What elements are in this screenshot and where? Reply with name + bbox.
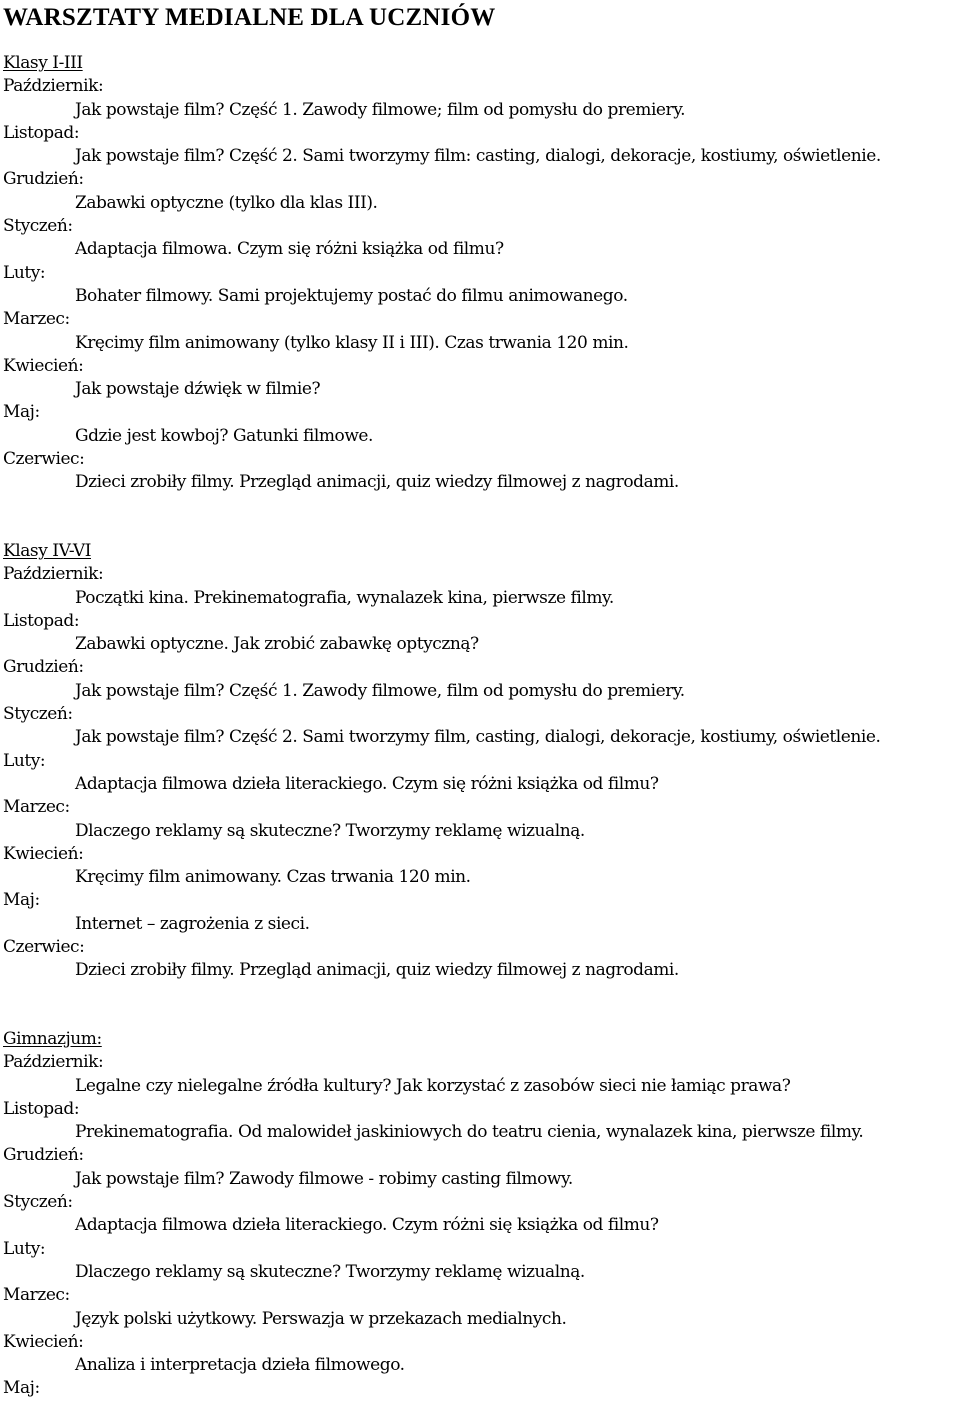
month-topic: Gdzie jest kowboj? Gatunki filmowe. [75,425,373,446]
month-label: Styczeń: [3,216,73,237]
month-topic: Dzieci zrobiły filmy. Przegląd animacji, quiz wiedzy filmowej z nagrodami. [75,960,679,981]
month-topic: Analiza i interpretacja dzieła filmowego. [75,1355,405,1376]
month-topic: Adaptacja filmowa dzieła literackiego. Czym się różni książka od filmu? [75,773,659,794]
month-topic: Prekinematografia. Od malowideł jaskiniowych do teatru cienia, wynalazek kina, pierwsze filmy. [75,1122,864,1143]
month-label: Listopad: [3,1098,80,1119]
month-label: Październik: [3,564,104,585]
month-topic: Jak powstaje film? Zawody filmowe - robimy casting filmowy. [75,1168,573,1189]
month-label: Styczeń: [3,1192,73,1213]
month-label: Grudzień: [3,1145,84,1166]
month-topic: Kręcimy film animowany. Czas trwania 120 min. [75,867,471,888]
month-topic: Adaptacja filmowa dzieła literackiego. Czym różni się książka od filmu? [75,1215,659,1236]
section-gimnazjum [3,1028,958,1401]
month-topic: Jak powstaje film? Część 2. Sami tworzymy film: casting, dialogi, dekoracje, kostiumy, oświetlenie. [75,146,881,167]
month-topic: Zabawki optyczne (tylko dla klas III). [75,192,378,213]
month-topic: Język polski użytkowy. Perswazja w przekazach medialnych. [75,1308,567,1329]
section-klasy-iv-vi [3,540,958,983]
month-label: Luty: [3,750,46,771]
month-topic: Adaptacja filmowa. Czym się różni książka od filmu? [75,239,504,260]
month-label: Styczeń: [3,704,73,725]
month-topic: Dzieci zrobiły filmy. Przegląd animacji, quiz wiedzy filmowej z nagrodami. [75,472,679,493]
month-label: Czerwiec: [3,937,85,958]
month-label: Październik: [3,76,104,97]
month-label: Czerwiec: [3,449,85,470]
month-label: Maj: [3,890,40,911]
month-topic: Legalne czy nielegalne źródła kultury? Jak korzystać z zasobów sieci nie łamiąc prawa? [75,1075,791,1096]
month-label: Kwiecień: [3,843,84,864]
month-topic: Jak powstaje film? Część 1. Zawody filmowe, film od pomysłu do premiery. [75,680,685,701]
month-topic: Jak powstaje dźwięk w filmie? [75,379,321,400]
section-heading: Gimnazjum: [3,1029,102,1049]
month-label: Listopad: [3,122,80,143]
month-label: Kwiecień: [3,355,84,376]
month-label: Maj: [3,402,40,423]
month-topic: Kręcimy film animowany (tylko klasy II i III). Czas trwania 120 min. [75,332,629,353]
month-topic: Zabawki optyczne. Jak zrobić zabawkę optyczną? [75,634,479,655]
month-topic: Bohater filmowy. Sami projektujemy postać do filmu animowanego. [75,285,628,306]
month-label: Luty: [3,262,46,283]
month-label: Grudzień: [3,657,84,678]
month-label: Maj: [3,1378,40,1399]
document-title: WARSZTATY MEDIALNE DLA UCZNIÓW [3,4,496,31]
month-topic: Dlaczego reklamy są skuteczne? Tworzymy reklamę wizualną. [75,1261,585,1282]
month-label: Marzec: [3,309,70,330]
month-topic: Dlaczego reklamy są skuteczne? Tworzymy reklamę wizualną. [75,820,585,841]
month-label: Marzec: [3,797,70,818]
month-label: Grudzień: [3,169,84,190]
month-label: Luty: [3,1238,46,1259]
month-topic: Internet – zagrożenia z sieci. [75,913,310,934]
month-label: Marzec: [3,1285,70,1306]
month-label: Październik: [3,1052,104,1073]
section-heading: Klasy IV-VI [3,541,91,561]
section-klasy-i-iii [3,52,958,495]
section-heading: Klasy I-III [3,53,83,73]
month-label: Kwiecień: [3,1331,84,1352]
month-topic: Jak powstaje film? Część 2. Sami tworzymy film, casting, dialogi, dekoracje, kostiumy, oświetlenie. [75,727,881,748]
month-label: Listopad: [3,610,80,631]
month-topic: Początki kina. Prekinematografia, wynalazek kina, pierwsze filmy. [75,587,614,608]
month-topic: Jak powstaje film? Część 1. Zawody filmowe; film od pomysłu do premiery. [75,99,686,120]
